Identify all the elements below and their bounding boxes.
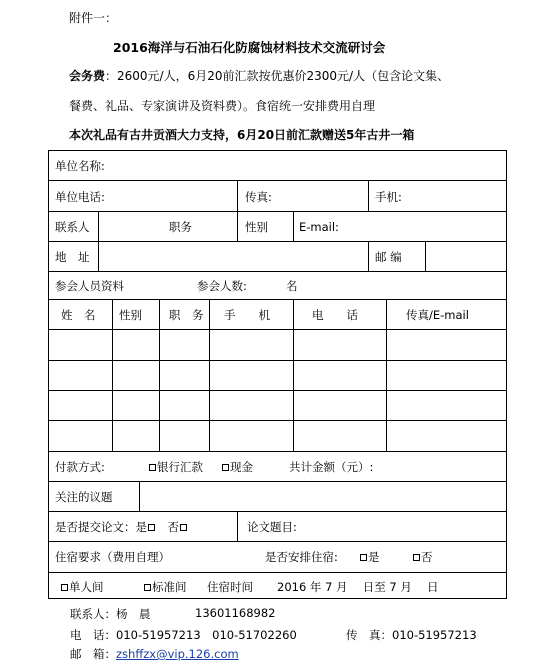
bank-transfer-label: 银行汇款 bbox=[157, 460, 203, 474]
gift-line: 本次礼品有古井贡酒大力支持，6月20日前汇款赠送5年古井一箱 bbox=[69, 128, 415, 142]
paper-title-label: 论文题目: bbox=[247, 520, 297, 534]
position-label: 职务 bbox=[169, 220, 192, 234]
fee-text: ：2600元/人，6月20前汇款按优惠价2300元/人（包含论文集、 bbox=[105, 69, 450, 83]
col-position: 职 务 bbox=[169, 308, 204, 322]
col-mobile: 手 机 bbox=[224, 308, 270, 322]
attendee-info-label: 参会人员资料 bbox=[55, 279, 124, 293]
paper-yes-checkbox[interactable] bbox=[148, 524, 155, 531]
lodging-req-label: 住宿要求（费用自理） bbox=[55, 550, 170, 564]
email-label: E-mail: bbox=[299, 220, 339, 234]
topics-label: 关注的议题 bbox=[55, 490, 113, 504]
lodging-yes-label: 是 bbox=[368, 550, 380, 564]
page-title: 2016海洋与石油石化防腐蚀材料技术交流研讨会 bbox=[113, 40, 386, 55]
cash-checkbox[interactable] bbox=[222, 464, 229, 471]
lodging-yes-checkbox[interactable] bbox=[360, 554, 367, 561]
registration-form bbox=[48, 150, 507, 599]
fee-label: 会务费 bbox=[69, 69, 106, 83]
stay-date-range: 2016 年 7 月 日至 7 月 日 bbox=[277, 580, 439, 594]
paper-no-checkbox[interactable] bbox=[180, 524, 187, 531]
unit-phone-label: 单位电话: bbox=[55, 190, 105, 204]
lodging-yes-option[interactable] bbox=[360, 550, 380, 564]
footer-mail-label: 邮 箱： bbox=[70, 647, 116, 661]
postcode-label: 邮 编 bbox=[375, 250, 402, 264]
footer-mail-row bbox=[70, 646, 239, 662]
lodging-no-label: 否 bbox=[421, 550, 433, 564]
attendee-count-label: 参会人数: bbox=[197, 279, 247, 293]
address-label: 地 址 bbox=[55, 250, 90, 264]
footer-mail-link[interactable]: zshffzx@vip.126.com bbox=[116, 647, 239, 661]
contact-label: 联系人 bbox=[55, 220, 90, 234]
footer-contact-mobile: 13601168982 bbox=[195, 606, 276, 620]
cash-label: 现金 bbox=[230, 460, 253, 474]
lodging-no-checkbox[interactable] bbox=[413, 554, 420, 561]
gender-label: 性别 bbox=[245, 220, 268, 234]
fee-line-2: 餐费、礼品、专家演讲及资料费）。食宿统一安排费用自理 bbox=[69, 99, 376, 113]
unit-name-label: 单位名称: bbox=[55, 159, 105, 173]
payment-method-label: 付款方式: bbox=[55, 460, 105, 474]
col-name: 姓 名 bbox=[61, 308, 96, 322]
fax-label: 传真: bbox=[245, 190, 272, 204]
standard-room-label: 标准间 bbox=[152, 580, 187, 594]
single-room-label: 单人间 bbox=[69, 580, 104, 594]
submit-paper-option[interactable] bbox=[55, 520, 188, 534]
col-gender: 性别 bbox=[119, 308, 142, 322]
cash-option[interactable] bbox=[222, 460, 253, 474]
stay-time-label: 住宿时间 bbox=[207, 580, 253, 594]
mobile-label: 手机: bbox=[375, 190, 402, 204]
arrange-lodging-label: 是否安排住宿: bbox=[265, 550, 338, 564]
standard-room-option[interactable] bbox=[144, 580, 187, 594]
standard-room-checkbox[interactable] bbox=[144, 584, 151, 591]
footer-contact: 联系人：杨 晨 bbox=[70, 607, 151, 621]
paper-no-label: 否 bbox=[167, 520, 179, 534]
bank-transfer-checkbox[interactable] bbox=[149, 464, 156, 471]
count-unit-label: 名 bbox=[286, 279, 298, 293]
footer-fax: 传 真：010-51957213 bbox=[346, 628, 477, 642]
single-room-option[interactable] bbox=[61, 580, 104, 594]
submit-paper-label: 是否提交论文：是 bbox=[55, 520, 147, 534]
total-amount-label: 共计金额（元）: bbox=[289, 460, 374, 474]
single-room-checkbox[interactable] bbox=[61, 584, 68, 591]
col-fax-email: 传真/E-mail bbox=[406, 308, 469, 322]
col-phone: 电 话 bbox=[312, 308, 358, 322]
lodging-no-option[interactable] bbox=[413, 550, 433, 564]
footer-phone: 电 话：010-51957213 010-51702260 bbox=[70, 628, 297, 642]
attachment-label: 附件一： bbox=[69, 11, 118, 25]
fee-line-1 bbox=[69, 67, 449, 84]
bank-transfer-option[interactable] bbox=[149, 460, 203, 474]
